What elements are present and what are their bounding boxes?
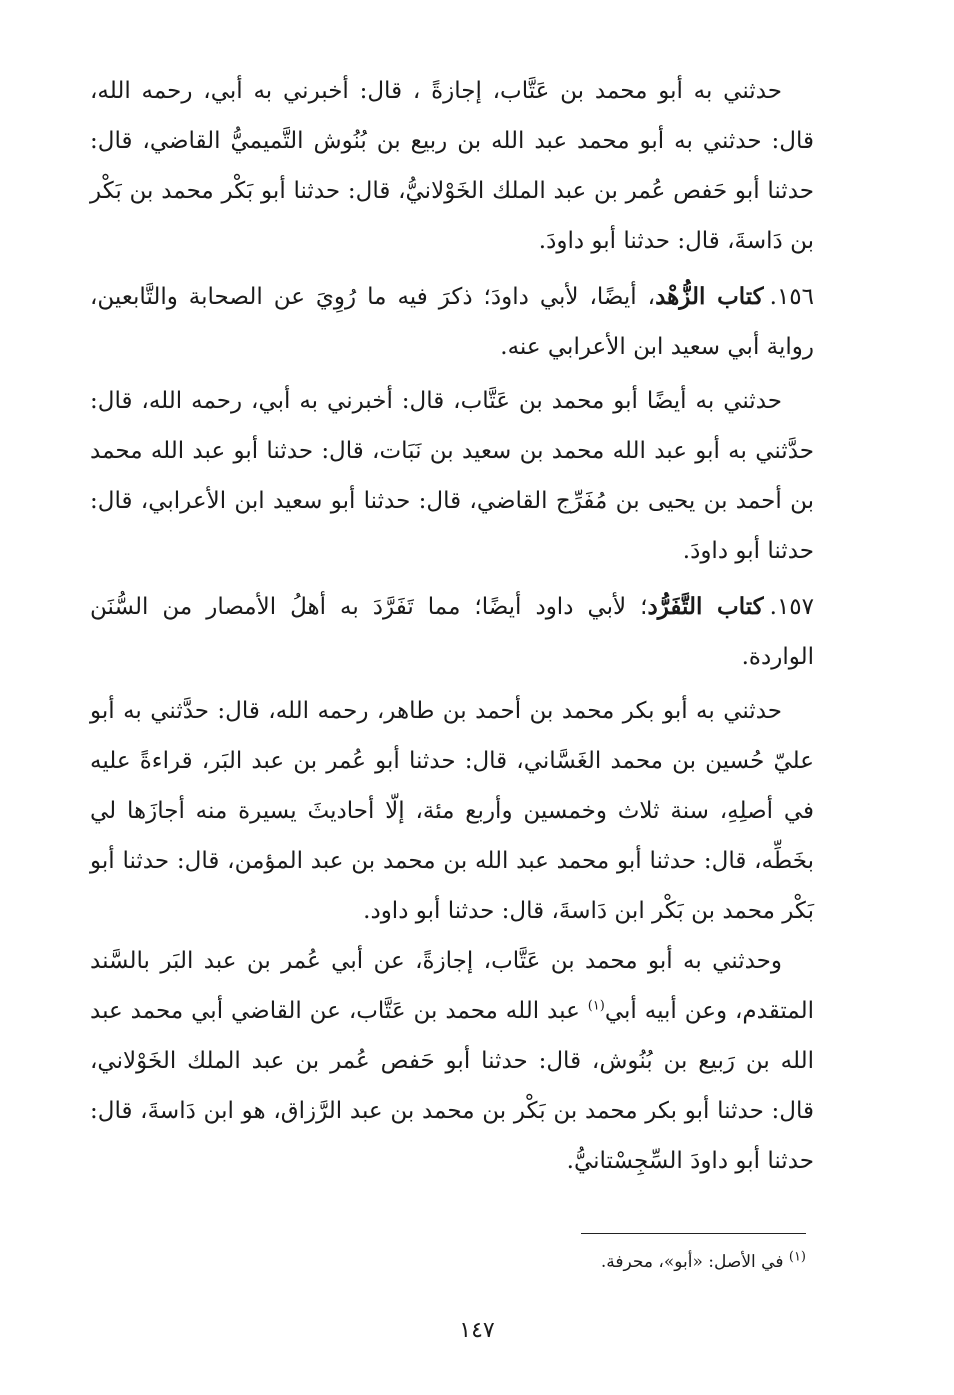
footnote-divider	[581, 1233, 806, 1234]
entry-number: ١٥٧.	[769, 594, 814, 620]
book-entry-157	[90, 582, 814, 682]
footnote-marker: (١)	[788, 1249, 806, 1265]
entry-title: كتاب التَّفَرُّد	[647, 593, 764, 620]
footnote	[601, 1248, 806, 1276]
footnote-text: في الأصل: «أبو»، محرفة.	[600, 1252, 789, 1272]
narration-paragraph: حدثني به أبو محمد بن عَتَّاب، إجازةً ، قال: أخبرني به أبي، رحمه الله، قال: حدثني به أبو محمد عبد الله بن ربيع بن بُنُوش التَّميميُّ القاضي، قال: حدثنا أبو حَفص عُمر بن عبد الملك الخَوْلانيُّ، قال: حدثنا أبو بَكْر محمد بن بَكْر بن دَاسةَ، قال: حدثنا أبو داودَ.	[90, 78, 814, 254]
page-number: ١٤٧	[459, 1318, 495, 1343]
narration-paragraph: حدثني به أبو بكر محمد بن أحمد بن طاهر، رحمه الله، قال: حدَّثني به أبو عليّ حُسين بن محمد الغَسَّاني، قال: حدثنا أبو عُمر بن عبد البَر، قراءةً عليه في أصلِهِ، سنة ثلاث وخمسين وأربع مئة، إلّا أحاديثَ يسيرة منه أجازَها لي بخَطِّه، قال: حدثنا أبو محمد عبد الله بن محمد بن عبد المؤمن، قال: حدثنا أبو بَكْر محمد بن بَكْر ابن دَاسةَ، قال: حدثنا أبو داود.	[90, 698, 814, 924]
entry-number: ١٥٦.	[769, 284, 814, 310]
book-entry-156	[90, 272, 814, 372]
narration-paragraph: حدثني به أيضًا أبو محمد بن عَتَّاب، قال: أخبرني به أبي، رحمه الله، قال: حدَّثني به أبو عبد الله محمد بن سعيد بن نَبَات، قال: حدثنا أبو عبد الله محمد بن أحمد بن يحيى بن مُفَرِّج القاضي، قال: حدثنا أبو سعيد ابن الأعرابي، قال: حدثنا أبو داودَ.	[90, 388, 814, 564]
narration-text-part: وحدثني به أبو محمد بن عَتَّاب، إجازةً، عن أبي عُمر بن عبد البَر بالسَّند المتقدم، وعن أبيه أبي	[90, 948, 814, 1024]
entry-title: كتاب الزُّهْد	[655, 283, 764, 310]
narration-text-part: عبد الله محمد بن عَتَّاب، عن القاضي أبي محمد عبد الله بن رَبيع بن بُنُوش، قال: حدثنا أبو حَفص عُمر بن عبد الملك الخَوْلاني، قال: حدثنا أبو بكر محمد بن بَكْر بن محمد بن عبد الرَّزاق، هو ابن دَاسةَ، قال: حدثنا أبو داودَ السِّجِسْتانيُّ.	[90, 998, 814, 1174]
narration-paragraph	[90, 936, 814, 1186]
entry-description: ؛ لأبي داود أيضًا؛ مما تَفَرَّدَ به أهلُ الأمصار من السُّنَن الواردة.	[90, 594, 814, 670]
entry-description: ، أيضًا، لأبي داودَ؛ ذكرَ فيه ما رُوِيَ عن الصحابة والتَّابعين، رواية أبي سعيد ابن الأعرابي عنه.	[90, 284, 814, 360]
footnote-reference[interactable]: (١)	[587, 998, 605, 1014]
